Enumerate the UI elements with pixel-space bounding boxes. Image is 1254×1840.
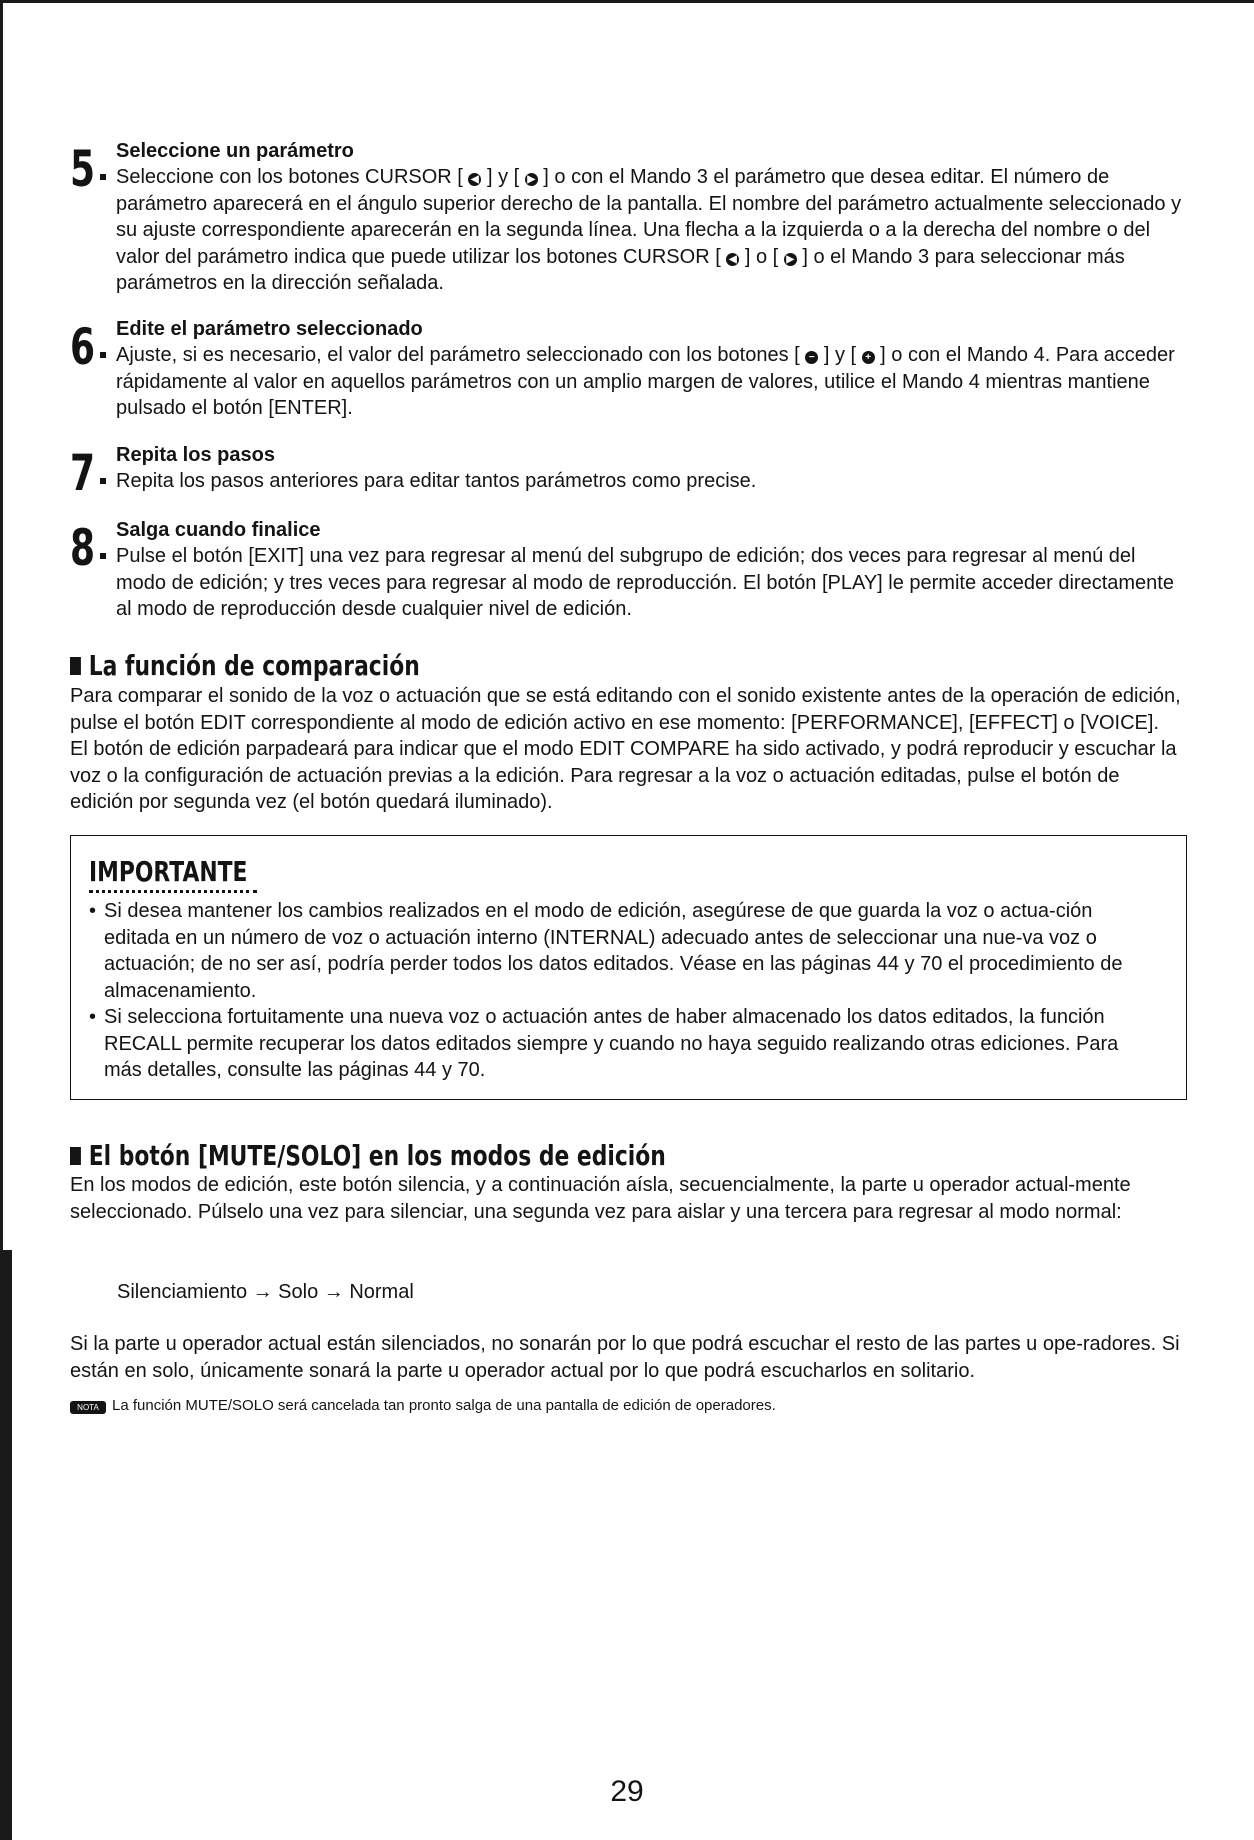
scan-border-top bbox=[0, 0, 1254, 3]
note-text: La función MUTE/SOLO será cancelada tan pronto salga de una pantalla de edición de operadores. bbox=[112, 1397, 776, 1414]
important-title: IMPORTANTE bbox=[89, 855, 248, 888]
bullet-square bbox=[100, 352, 106, 358]
cursor-right-icon: ▶ bbox=[525, 173, 538, 186]
important-underline bbox=[89, 890, 257, 893]
bullet-square bbox=[100, 478, 106, 484]
step-number: 8 bbox=[70, 519, 96, 577]
mute-solo-intro: En los modos de edición, este botón silencia, y a continuación aísla, secuencialmente, la parte u operador actual-mente seleccionado. Púlselo una vez para silenciar, una segunda vez para aislar y una tercera para regresar al modo normal: bbox=[70, 1174, 1131, 1223]
important-item: • Si selecciona fortuitamente una nueva voz o actuación antes de haber almacenado los datos editados, la función RECALL permite recuperar los datos editados siempre y cuando no haya seguido realizando otras ediciones. Para más detalles, consulte las páginas 44 y 70. bbox=[89, 1006, 1119, 1081]
minus-icon: − bbox=[805, 351, 818, 364]
step-title: Edite el parámetro seleccionado bbox=[116, 318, 423, 340]
step-number: 5 bbox=[70, 140, 96, 198]
step-number: 7 bbox=[70, 444, 96, 502]
step-text: Pulse el botón [EXIT] una vez para regresar al menú del subgrupo de edición; dos veces para regresar al menú del modo de edición; y tres veces para regresar al modo de reproducción. El botón [PLAY] le permite acceder directamente al modo de reproducción desde cualquier nivel de edición. bbox=[116, 545, 1174, 620]
mute-solo-detail: Si la parte u operador actual están silenciados, no sonarán por lo que podrá escuchar el resto de las partes u ope-radores. Si están en solo, únicamente sonará la parte u operador actual por lo que podrá escucharlos en solitario. bbox=[70, 1333, 1180, 1382]
section-heading-comparacion: La función de comparación bbox=[70, 650, 420, 682]
cursor-left-icon: ◀ bbox=[726, 253, 739, 266]
step-title: Repita los pasos bbox=[116, 444, 275, 466]
cursor-right-icon: ▶ bbox=[784, 253, 797, 266]
bullet-square bbox=[100, 174, 106, 180]
scan-border-left-bottom bbox=[0, 1250, 12, 1840]
cursor-left-icon: ◀ bbox=[468, 173, 481, 186]
mute-solo-sequence: Silenciamiento → Solo → Normal bbox=[117, 1281, 414, 1303]
step-text: Seleccione con los botones CURSOR [ ◀ ] y [ ▶ ] o con el Mando 3 el parámetro que desea editar. El número de parámetro aparecerá en el ángulo superior derecho de la pantalla. El nombre del parámetro actualmente seleccionado y su ajuste correspondiente aparecerán en la segunda línea. Una flecha a la izquierda o a la derecha del nombre o del valor del parámetro indica que puede utilizar los botones CURSOR [ ◀ ] o [ ▶ ] o el Mando 3 para seleccionar más parámetros en la dirección señalada. bbox=[116, 166, 1182, 294]
bullet-square bbox=[100, 553, 106, 559]
step-title: Seleccione un parámetro bbox=[116, 140, 354, 162]
section-heading-mute-solo: El botón [MUTE/SOLO] en los modos de edición bbox=[70, 1140, 666, 1172]
note-badge: NOTA bbox=[70, 1401, 106, 1414]
step-title: Salga cuando finalice bbox=[116, 519, 321, 541]
important-box bbox=[70, 835, 1187, 1100]
page-number: 29 bbox=[610, 1775, 644, 1808]
comparacion-text: Para comparar el sonido de la voz o actuación que se está editando con el sonido existente antes de la operación de edición, pulse el botón EDIT correspondiente al modo de edición activo en ese momento: [PERFORMANCE], [EFFECT] o [VOICE]. El botón de edición parpadeará para indicar que el modo EDIT COMPARE ha sido activado, y podrá reproducir y escuchar la voz o la configuración de actuación previas a la edición. Para regresar a la voz o actuación editadas, pulse el botón de edición por segunda vez (el botón quedará iluminado). bbox=[70, 685, 1181, 813]
heading-square-icon bbox=[70, 657, 81, 675]
note bbox=[70, 1396, 776, 1416]
step-text: Ajuste, si es necesario, el valor del parámetro seleccionado con los botones [ − ] y [ + ] o con el Mando 4. Para acceder rápidamente al valor en aquellos parámetros con un amplio margen de valores, utilice el Mando 4 mientras mantiene pulsado el botón [ENTER]. bbox=[116, 344, 1175, 419]
step-number: 6 bbox=[70, 318, 96, 376]
heading-square-icon bbox=[70, 1147, 81, 1165]
plus-icon: + bbox=[862, 351, 875, 364]
step-text: Repita los pasos anteriores para editar tantos parámetros como precise. bbox=[116, 470, 757, 492]
important-item: • Si desea mantener los cambios realizados en el modo de edición, asegúrese de que guarda la voz o actua-ción editada en un número de voz o actuación interno (INTERNAL) adecuado antes de seleccionar una nue-va voz o actuación; de no ser así, podría perder todos los datos editados. Véase en las páginas 44 y 70 el procedimiento de almacenamiento. bbox=[89, 900, 1123, 1002]
